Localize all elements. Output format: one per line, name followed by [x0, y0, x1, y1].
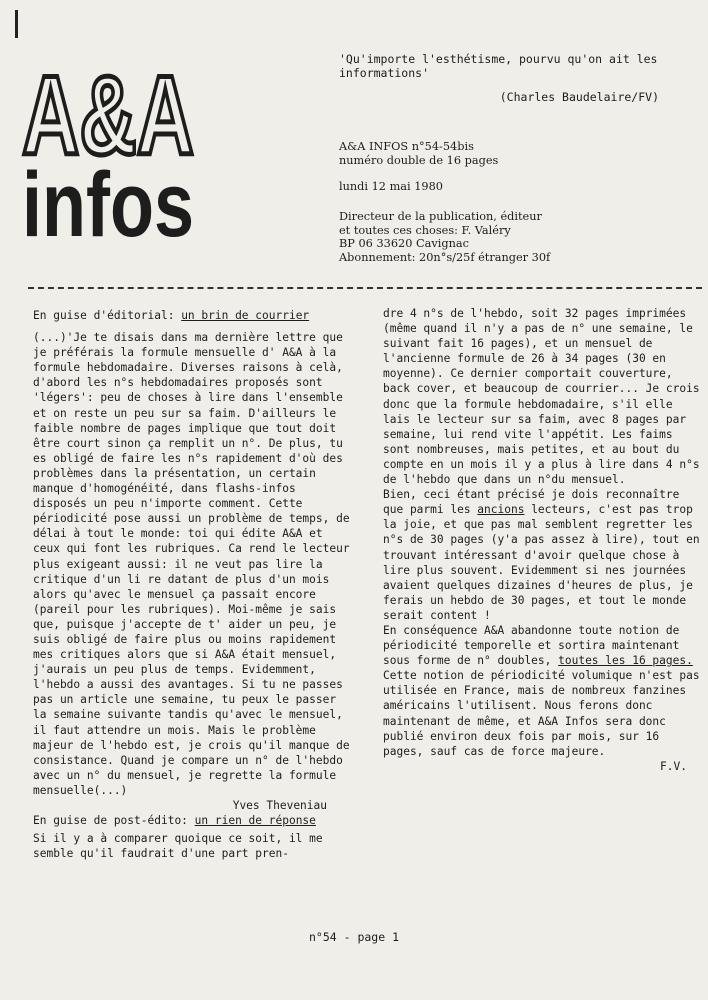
reply-underlined-pages: toutes les 16 pages. [558, 654, 693, 668]
epigraph [339, 52, 689, 104]
left-column [33, 308, 355, 861]
reply-paragraph-2-start: Bien, ceci étant précisé je dois reconnaître que parmi les [383, 488, 680, 517]
reply-paragraph-3 [383, 623, 701, 759]
post-edito-start: Si il y a à comparer quoique ce soit, il me semble qu'il faudrait d'une part pren- [33, 832, 323, 861]
corner-mark [15, 10, 18, 38]
editorial-intro: En guise d'éditorial: [33, 309, 182, 322]
publication-line-1: Directeur de la publication, éditeur [339, 210, 542, 223]
issue-number: A&A INFOS n°54-54bis [339, 140, 474, 153]
reply-paragraph-3-start: En conséquence A&A abandonne toute notion de périodicité temporelle et sortira maintenant sous forme de n° doubles, [383, 623, 680, 668]
reply-underlined-ancions: ancions [477, 503, 525, 517]
dashed-separator [28, 287, 702, 289]
aa-infos-logo [18, 36, 196, 256]
publication-line-3: BP 06 33620 Cavignac [339, 237, 469, 250]
letter-signature: Yves Theveniau [232, 799, 327, 812]
publication-line-4: Abonnement: 20n°s/25f étranger 30f [339, 250, 551, 264]
issue-info [339, 140, 689, 167]
editorial-heading [33, 308, 355, 323]
epigraph-attribution: (Charles Baudelaire/FV) [499, 90, 659, 104]
post-edito-intro: En guise de post-édito: [33, 814, 195, 828]
publication-info [339, 210, 689, 264]
publication-line-2: et toutes ces choses: F. Valéry [339, 223, 511, 237]
post-edito-heading [33, 813, 355, 828]
issue-date: lundi 12 mai 1980 [339, 180, 443, 193]
reply-paragraph-2 [383, 487, 701, 623]
logo-text-top: A&A [22, 53, 194, 178]
logo-text-bottom: infos [22, 154, 194, 256]
epigraph-text: 'Qu'importe l'esthétisme, pourvu qu'on ait les informations' [339, 52, 658, 80]
post-edito-title: un rien de réponse [194, 814, 316, 828]
editorial-title: un brin de courrier [181, 309, 310, 322]
editorial-letter: (...)'Je te disais dans ma dernière lettre que je préférais la formule mensuelle d' A&A à la formule hebdomadaire. Diverses raisons à celà, d'abord les n°s hebdomadaires proposés sont 'légers': peu de choses à lire dans l'ensemble et on reste un peu sur sa faim. D'ailleurs le faible nombre de pages implique que tout doit être court sinon ça remplit un n°. De plus, tu es obligé de faire les n°s rapidement d'où des problèmes dans la présentation, un certain manque d'homogénéité, dans flashs-infos disposés un peu n'importe comment. Cette périodicité pose aussi un problème de temps, de délai à tout le monde: toi qui édite A&A et ceux qui font les rubriques. Ca rend le lecteur plus exigeant aussi: il ne veut pas lire la critique d'un li re datant de plus d'un mois alors qu'avec le mensuel ça passait encore (pareil pour les rubriques). Moi-même je sais que, puisque j'accepte de t' aider un peu, je suis obligé de faire plus ou moins rapidement mes critiques alors que si A&A était mensuel, j'aurais un peu plus de temps. Evidemment, l'hebdo a aussi des avantages. Si tu ne passes pas un article une semaine, tu peux le passer la semaine suivante tandis qu'avec le mensuel, il faut attendre un mois. Mais le problème majeur de l'hebdo est, je crois qu'il manque de consistance. Quand je compare un n° de l'hebdo avec un n° du mensuel, je regrette la formule mensuelle(...) [33, 331, 350, 797]
page-footer: n°54 - page 1 [308, 930, 399, 944]
right-column [383, 306, 701, 774]
reply-paragraph-2-end: lecteurs, c'est pas trop la joie, et que pas mal semblent regretter les n°s de 30 pages (y'a pas assez à lire), tout en trouvant intéressant d'avoir quelque chose à lire plus souvent. Evidemment si nes journées avaient quelques dizaines d'heures de plus, je ferais un hebdo de 30 pages, et tout le monde serait content ! [383, 503, 700, 622]
reply-signature: F.V. [660, 759, 687, 773]
reply-paragraph-1: dre 4 n°s de l'hebdo, soit 32 pages imprimées (même quand il n'y a pas de n° une semaine, le suivant fait 16 pages), et un mensuel de l'ancienne formule de 26 à 34 pages (30 en moyenne). Ce dernier comportait couverture, back cover, et beaucoup de courrier... Je crois donc que la formule hebdomadaire, s'il elle lais le lecteur sur sa faim, avec 8 pages par semaine, lui rend vite l'appétit. Les faims sont nombreuses, mais petites, et au bout du compte en un mois il y a plus à lire dans 4 n°s de l'hebdo que dans un n°du mensuel. [383, 307, 700, 487]
issue-description: numéro double de 16 pages [339, 153, 499, 167]
reply-paragraph-3-end: Cette notion de périodicité volumique n'est pas utilisée en France, mais de nombreux fanzines américains l'utilisent. Nous ferons donc maintenant de même, et A&A Infos sera donc publié environ deux fois par mois, sur 16 pages, sauf cas de force majeure. [383, 669, 700, 758]
